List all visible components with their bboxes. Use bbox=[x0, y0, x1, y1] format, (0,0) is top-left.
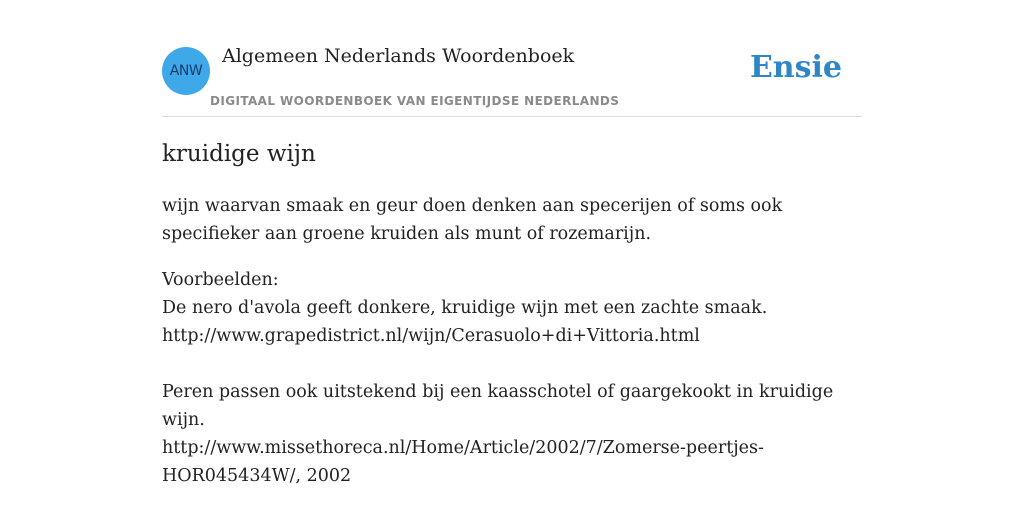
dictionary-title[interactable]: Algemeen Nederlands Woordenboek bbox=[222, 45, 575, 67]
example-item bbox=[162, 378, 862, 490]
examples-section bbox=[162, 266, 862, 490]
entry-content bbox=[162, 138, 862, 490]
dictionary-subtitle: DIGITAAL WOORDENBOEK VAN EIGENTIJDSE NEDERLANDS bbox=[210, 94, 620, 108]
example-source: http://www.missethoreca.nl/Home/Article/2002/7/Zomerse-peertjes-HOR045434W/, 2002 bbox=[162, 438, 764, 486]
example-text: Peren passen ook uitstekend bij een kaasschotel of gaargekookt in kruidige wijn. bbox=[162, 382, 834, 430]
ensie-logo[interactable]: Ensie bbox=[749, 50, 842, 85]
definition: wijn waarvan smaak en geur doen denken aan specerijen of soms ook specifieker aan groene kruiden als munt of rozemarijn. bbox=[162, 196, 783, 244]
example-text: De nero d'avola geeft donkere, kruidige wijn met een zachte smaak. bbox=[162, 298, 768, 318]
site-header bbox=[162, 0, 862, 117]
example-source: http://www.grapedistrict.nl/wijn/Cerasuolo+di+Vittoria.html bbox=[162, 326, 700, 346]
headword: kruidige wijn bbox=[162, 141, 316, 167]
examples-label: Voorbeelden: bbox=[162, 270, 279, 290]
example-item bbox=[162, 294, 862, 350]
anw-logo[interactable]: ANW bbox=[162, 47, 210, 95]
